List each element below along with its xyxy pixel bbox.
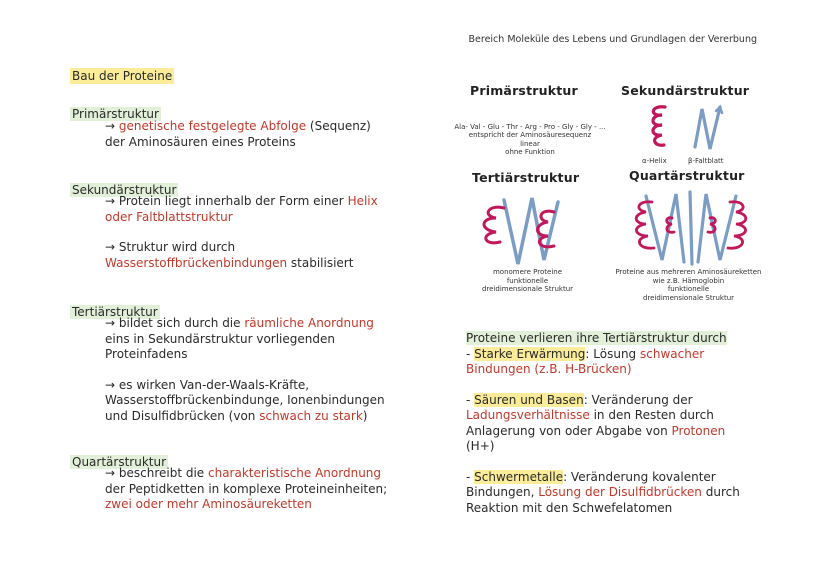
i3-a: : Veränderung kovalenter (563, 469, 716, 484)
arrow: → (105, 119, 116, 133)
i2-l4: (H+) (466, 439, 495, 453)
i3-l2a: Bindungen, (466, 485, 539, 499)
cap3-l1: monomere Proteine (492, 268, 563, 276)
cap4-l3: funktionelle (667, 285, 710, 293)
ter-p2l3a: und Disulfidbrücken (von (105, 408, 260, 423)
cap3-l3: dreidimensionale Struktur (481, 285, 574, 293)
ter-p1l3: Proteinfadens (105, 347, 188, 361)
fig-title-primaer: Primärstruktur (470, 83, 578, 98)
i2-l3a: Anlagerung von oder Abgabe von (466, 423, 672, 438)
quaternary-structure-illustration (626, 188, 756, 268)
i3-highlight: Schwermetalle (474, 469, 564, 484)
sekundaer-text (105, 194, 405, 271)
qua-l1a: → beschreibt die (105, 466, 208, 480)
i2-red: Ladungsverhältnisse (466, 408, 590, 422)
fig-title-quartaer: Quartärstruktur (629, 168, 745, 183)
qua-l1-red: charakteristische Anordnung (208, 466, 382, 480)
cap3-l2: funktionelle (506, 276, 549, 285)
alpha-helix-icon (653, 107, 665, 145)
primaer-rest: (Sequenz) (306, 119, 371, 133)
cap1-l1: entspricht der Aminosäuresequenz (468, 131, 592, 139)
dash: - (466, 469, 475, 484)
ter-p2l2: Wasserstoffbrückenbindunge, Ionenbindungen (105, 393, 385, 407)
ter-p1a: → bildet sich durch die (105, 316, 245, 330)
i2-b: in den Resten durch (589, 408, 714, 422)
qua-l2: der Peptidketten in komplexe Proteineinheiten; (105, 481, 388, 496)
ter-p1l2: eins in Sekundärstruktur vorliegenden (105, 331, 335, 346)
i1-a: : Lösung (585, 346, 640, 361)
tertiaer-heading: Tertiärstruktur (72, 305, 158, 319)
beta-sheet-icon (695, 107, 722, 149)
dash: - (466, 392, 475, 407)
ter-p2-red: schwach zu stark (259, 408, 363, 423)
primaer-heading: Primärstruktur (72, 107, 159, 121)
primaer-line2: der Aminosäuren eines Proteins (105, 134, 296, 149)
ter-p2l1: → es wirken Van-der-Waals-Kräfte, (105, 377, 310, 392)
cap4-l1: Proteine aus mehreren Aminosäureketten (615, 268, 762, 276)
quartaer-heading: Quartärstruktur (72, 455, 167, 469)
ter-p2l3b: ) (362, 408, 368, 423)
primaer-caption (460, 131, 600, 157)
page-header: Bereich Moleküle des Lebens und Grundlagen der Vererbung (468, 34, 757, 45)
i2-red2: Protonen (671, 423, 726, 438)
cap4-l2: wie z.B. Hämoglobin (652, 276, 725, 285)
tertiary-structure-illustration (474, 190, 574, 268)
label-faltblatt: β-Faltblatt (688, 157, 724, 165)
sek-p1-red2: oder Faltblattstruktur (105, 209, 233, 224)
cap4-l4: dreidimensionale Struktur (642, 293, 735, 302)
i2-a: : Veränderung der (583, 392, 693, 407)
sek-p2b: stabilisiert (287, 255, 354, 270)
denaturierung-block (466, 331, 756, 516)
dash: - (466, 346, 475, 361)
ter-p1-red: räumliche Anordnung (244, 316, 374, 330)
primaer-red: genetische festgelegte Abfolge (118, 119, 307, 133)
sek-p2a: → Struktur wird durch (105, 240, 236, 254)
tertiaer-text (105, 316, 415, 424)
secondary-structure-illustration (640, 97, 740, 159)
sek-p1-red: Helix (347, 194, 378, 208)
denat-heading: Proteine verlieren ihre Tertiärstruktur durch (466, 331, 727, 345)
i1-highlight: Starke Erwärmung (474, 346, 586, 361)
sek-p2-red: Wasserstoffbrückenbindungen (105, 255, 288, 270)
cap1-l2: linear (520, 139, 540, 148)
i1-red1: schwacher (640, 346, 705, 361)
i3-l3: Reaktion mit den Schwefelatomen (466, 500, 673, 515)
cap1-l3: ohne Funktion (505, 148, 555, 156)
tertiaer-caption (465, 268, 590, 294)
i3-l2b: durch (701, 485, 740, 499)
i1-red2: Bindungen (z.B. H-Brücken) (466, 362, 632, 376)
page-title: Bau der Proteine (72, 69, 173, 83)
primaer-text (105, 119, 405, 150)
sekundaer-heading: Sekundärstruktur (72, 183, 177, 197)
label-helix: α-Helix (642, 157, 667, 165)
quartaer-caption (606, 268, 771, 302)
i3-red: Lösung der Disulfidbrücken (538, 485, 702, 499)
quartaer-text (105, 466, 415, 513)
sek-p1a: → Protein liegt innerhalb der Form einer (105, 194, 348, 208)
fig-title-sekundaer: Sekundärstruktur (621, 83, 750, 98)
sequence-text: Ala- Val - Glu - Thr - Arg - Pro - Gly - Gly - ... (454, 123, 606, 131)
qua-l3-red: zwei oder mehr Aminosäureketten (105, 497, 312, 511)
i2-highlight: Säuren und Basen (474, 392, 584, 407)
fig-title-tertiaer: Tertiärstruktur (472, 170, 580, 185)
